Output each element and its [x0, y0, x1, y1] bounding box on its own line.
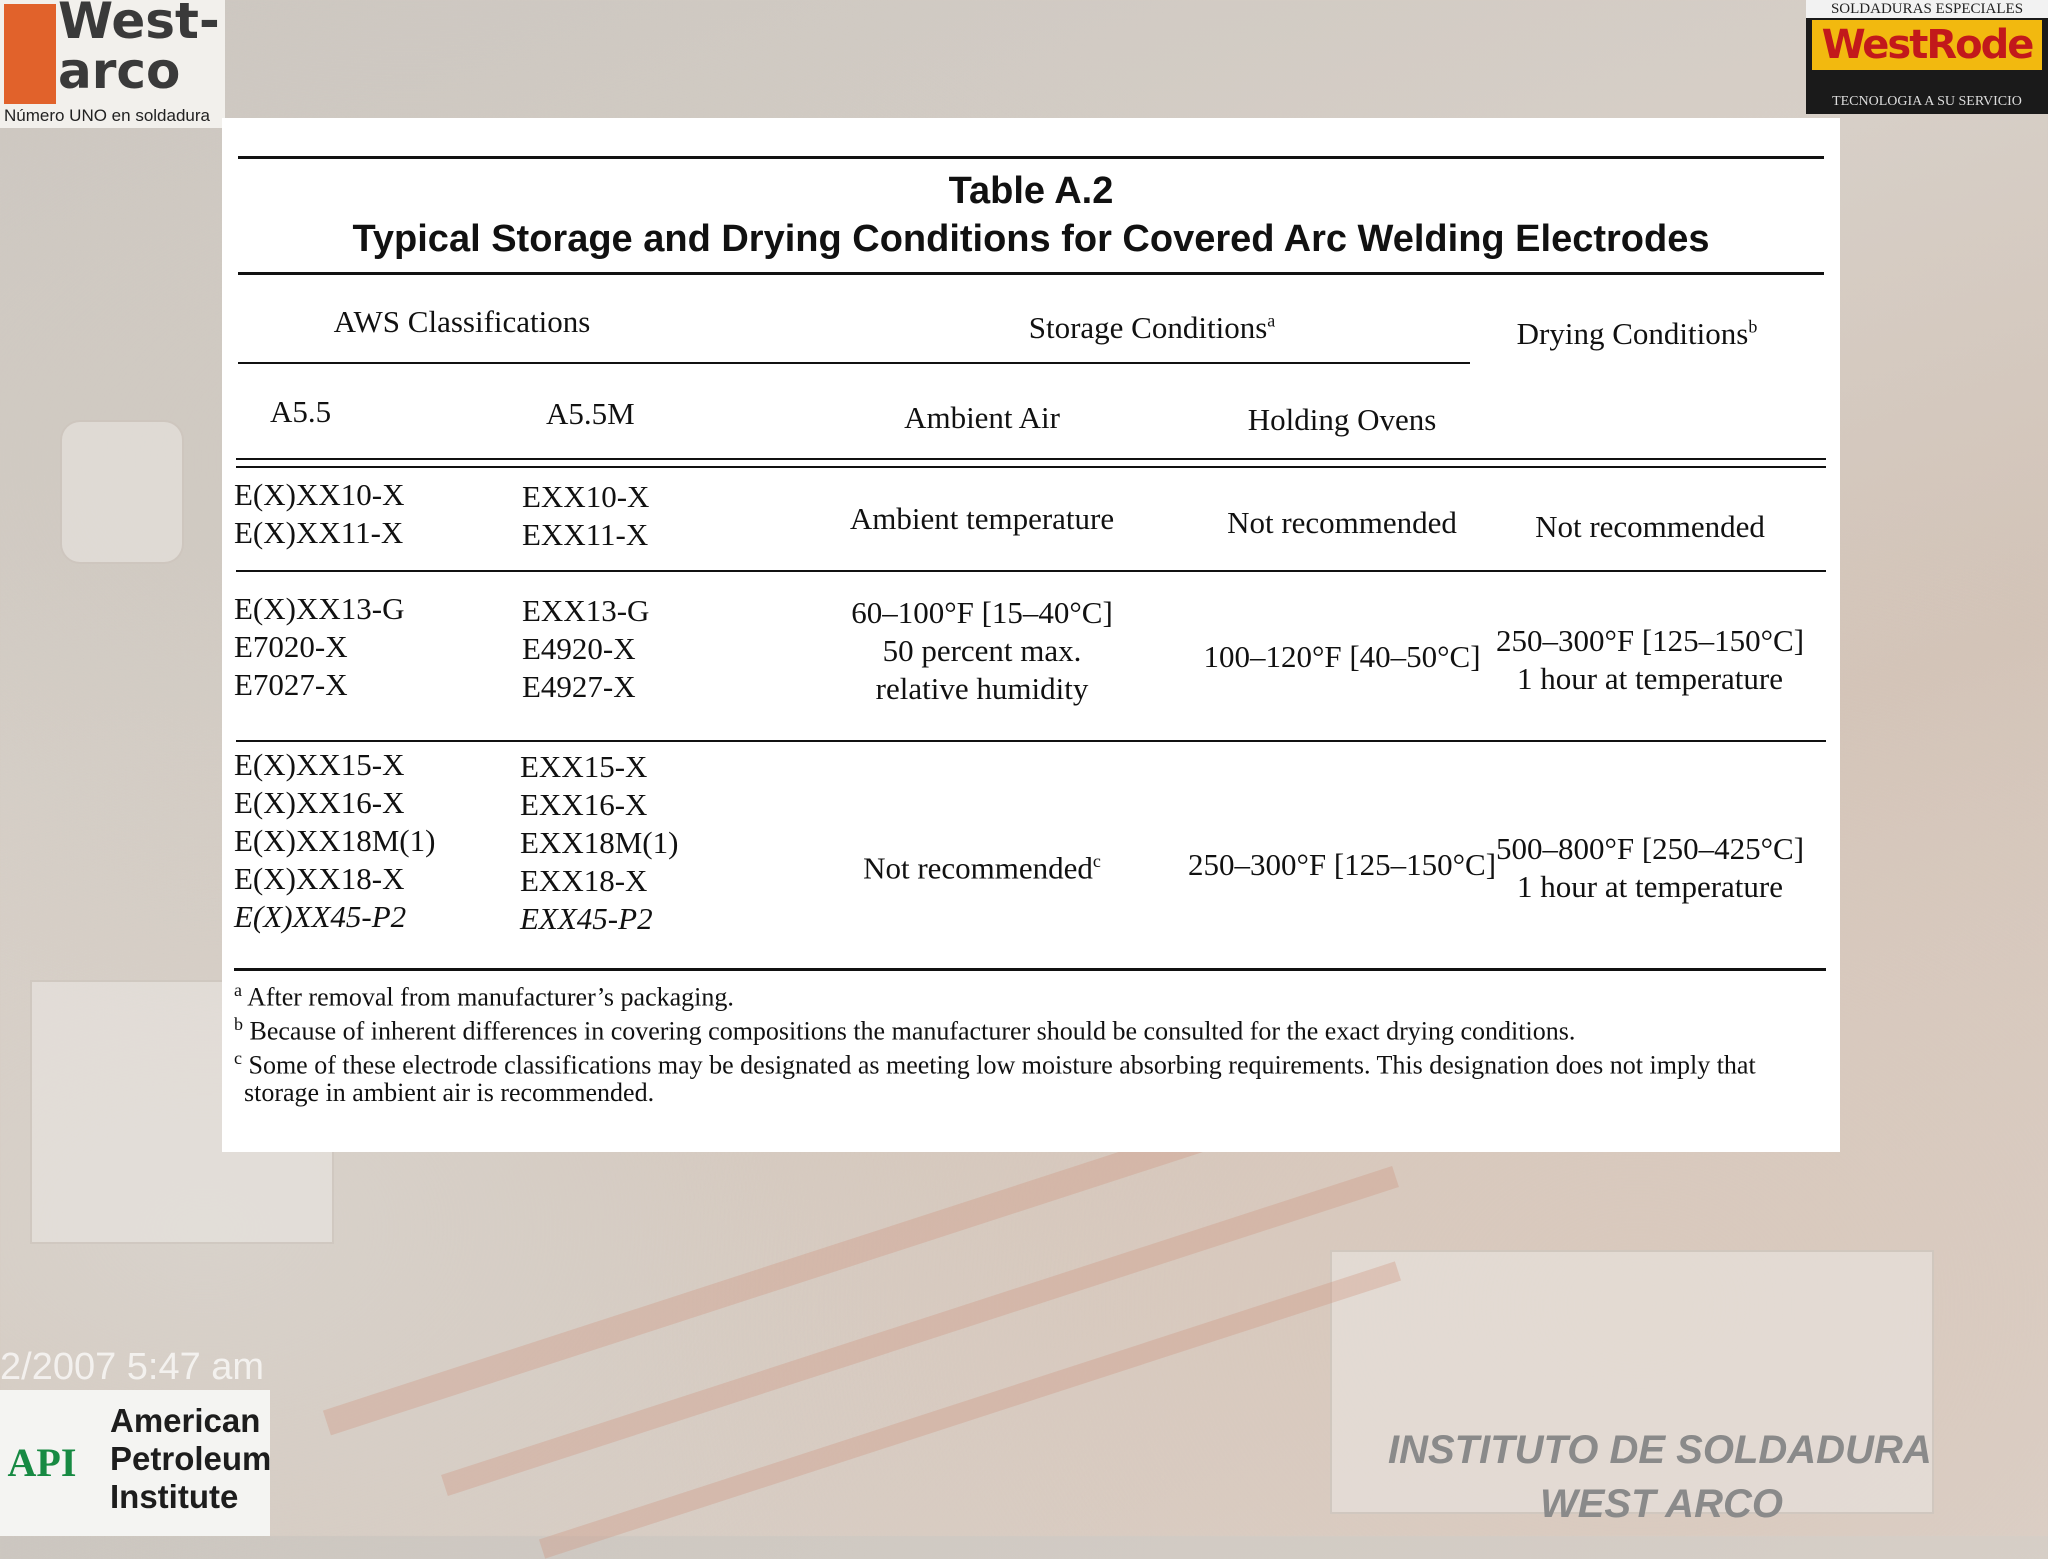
- west-arco-logo: [0, 0, 225, 128]
- table-panel: [222, 118, 1840, 1152]
- west-rode-logo: [1806, 0, 2048, 114]
- row2-a55-line: E7020-X: [234, 629, 348, 664]
- api-line: Petroleum: [110, 1440, 272, 1477]
- row3-a55m: [520, 748, 678, 938]
- row2-drying-line: 250–300°F [125–150°C]: [1495, 623, 1805, 658]
- row2-drying-line: 1 hour at temperature: [1517, 661, 1783, 696]
- title-rule: [238, 272, 1824, 275]
- row3-ambient: Not recommended$^c$: [863, 850, 1101, 886]
- row2-ambient-line: 60–100°F [15–40°C]: [851, 595, 1113, 630]
- row3-a55-line: E(X)XX16-X: [234, 785, 405, 820]
- api-emblem-icon: API: [7, 1440, 77, 1485]
- row2-ovens: 100–120°F [40–50°C]: [1203, 639, 1481, 674]
- row-rule: [236, 740, 1826, 742]
- row2-ambient-line: 50 percent max.: [882, 633, 1082, 668]
- institute-line-1: INSTITUTO DE SOLDADURA: [1388, 1428, 1932, 1472]
- bottom-rule: [234, 968, 1826, 971]
- institute-line-2: WEST ARCO: [1540, 1482, 1783, 1526]
- header-drying-conditions: Drying Conditions$^b$: [1516, 316, 1758, 351]
- row3-a55m-line: EXX16-X: [520, 787, 648, 822]
- west-rode-top-text: SOLDADURAS ESPECIALES: [1806, 0, 2048, 18]
- row2-a55m-line: E4927-X: [522, 669, 636, 704]
- west-arco-wordmark: West-arco: [58, 0, 220, 100]
- header-storage-conditions: Storage Conditions$^a$: [1028, 310, 1276, 345]
- header-double-rule-2: [236, 466, 1826, 468]
- header-a55: A5.5: [270, 394, 332, 429]
- table-caption: Table A.2: [948, 170, 1114, 212]
- background-box: [1330, 1250, 1934, 1514]
- header-subrule: [238, 362, 1470, 364]
- row1-a55: [234, 476, 404, 552]
- row1-ambient: Ambient temperature: [849, 501, 1115, 536]
- west-arco-tagline: Número UNO en soldadura: [4, 106, 210, 125]
- west-rode-tagline: TECNOLOGIA A SU SERVICIO: [1832, 94, 2022, 109]
- row2-a55m-line: EXX13-G: [522, 593, 650, 628]
- row3-a55m-line: EXX18M(1): [520, 825, 679, 860]
- row2-ambient-line: relative humidity: [875, 671, 1089, 706]
- row1-a55-line: E(X)XX10-X: [234, 477, 405, 512]
- header-ambient-air: Ambient Air: [904, 400, 1060, 435]
- row3-a55-line: E(X)XX45-P2: [234, 899, 407, 934]
- row2-a55m: [522, 592, 649, 706]
- row3-a55m-line: EXX45-P2: [520, 901, 653, 936]
- west-rode-wordmark: WestRode: [1812, 20, 2042, 70]
- row3-a55m-line: EXX18-X: [520, 863, 648, 898]
- row1-a55m: [522, 478, 649, 554]
- row3-drying: [1470, 830, 1830, 906]
- row3-a55: [234, 746, 435, 936]
- row1-a55-line: E(X)XX11-X: [234, 515, 404, 550]
- row3-drying-line: 1 hour at temperature: [1517, 869, 1783, 904]
- row1-a55m-line: EXX11-X: [522, 517, 649, 552]
- row3-a55-line: E(X)XX18-X: [234, 861, 405, 896]
- header-aws-classifications: AWS Classifications: [333, 304, 591, 339]
- background-box: [60, 420, 184, 564]
- welder-icon: [4, 4, 56, 104]
- header-a55m: A5.5M: [546, 396, 635, 431]
- row3-a55m-line: EXX15-X: [520, 749, 648, 784]
- row2-a55m-line: E4920-X: [522, 631, 636, 666]
- footnote-a: $^a$ After removal from manufacturer’s packaging.: [234, 980, 734, 1012]
- row2-drying: [1470, 622, 1830, 698]
- footnote-c: $^c$ Some of these electrode classifications may be designated as meeting low moisture absorbing requirements. This designation does not imply that: [234, 1048, 1756, 1080]
- row1-drying: Not recommended: [1535, 509, 1765, 544]
- row2-a55: [234, 590, 404, 704]
- top-rule: [238, 156, 1824, 159]
- row2-a55-line: E(X)XX13-G: [234, 591, 405, 626]
- row1-ovens: Not recommended: [1227, 505, 1457, 540]
- row3-a55-line: E(X)XX18M(1): [234, 823, 436, 858]
- api-line: Institute: [110, 1478, 239, 1515]
- row1-a55m-line: EXX10-X: [522, 479, 650, 514]
- row2-a55-line: E7027-X: [234, 667, 348, 702]
- row3-a55-line: E(X)XX15-X: [234, 747, 405, 782]
- row3-drying-line: 500–800°F [250–425°C]: [1495, 831, 1805, 866]
- row3-ovens: 250–300°F [125–150°C]: [1187, 847, 1497, 882]
- row-rule: [236, 570, 1826, 572]
- row2-ambient: [782, 594, 1182, 708]
- api-logo: [0, 1390, 270, 1536]
- footnote-b: $^b$ Because of inherent differences in covering compositions the manufacturer should be consulted for the exact drying conditions.: [234, 1014, 1576, 1046]
- header-double-rule-1: [236, 458, 1826, 460]
- api-line: American: [110, 1402, 261, 1439]
- photo-timestamp: 2/2007 5:47 am: [0, 1346, 265, 1388]
- table-title: Typical Storage and Drying Conditions for Covered Arc Welding Electrodes: [352, 218, 1710, 260]
- header-holding-ovens: Holding Ovens: [1247, 402, 1437, 437]
- footnote-c-continuation: storage in ambient air is recommended.: [244, 1078, 655, 1107]
